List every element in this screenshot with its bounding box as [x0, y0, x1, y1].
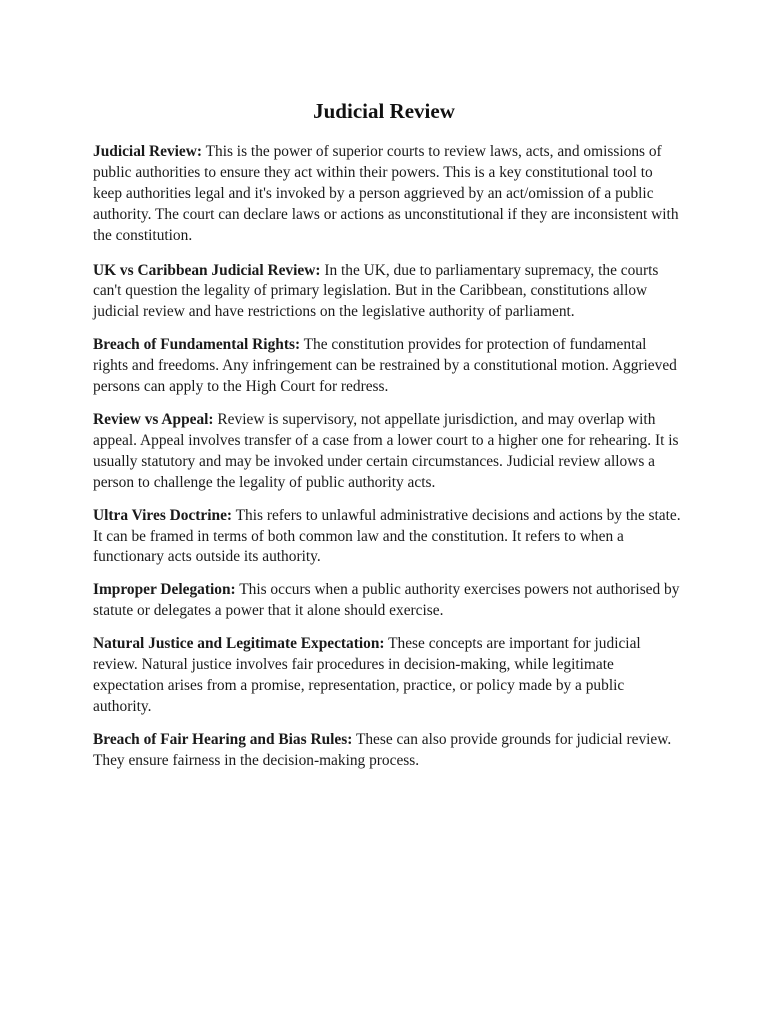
section-judicial-review: [93, 142, 685, 247]
section-text: These concepts are important for judicial review. Natural justice involves fair procedures in decision-making, while legitimate expectation arises from a promise, representation, practice, or policy made by a public authority.: [93, 635, 641, 715]
section-term: Natural Justice and Legitimate Expectation:: [93, 635, 385, 653]
section-term: UK vs Caribbean Judicial Review:: [93, 261, 321, 279]
section-text: These can also provide grounds for judicial review. They ensure fairness in the decision-making process.: [93, 730, 672, 769]
section-improper-delegation: [93, 580, 685, 622]
section-term: Breach of Fundamental Rights:: [93, 336, 301, 354]
section-review-vs-appeal: [93, 410, 685, 494]
section-text: The constitution provides for protection of fundamental rights and freedoms. Any infringement can be restrained by a constitutional motion. Aggrieved persons can apply to the High Court for redress.: [93, 336, 677, 396]
section-fundamental-rights: [93, 335, 685, 398]
section-text: This is the power of superior courts to review laws, acts, and omissions of public authorities to ensure they act within their powers. This is a key constitutional tool to keep authorities legal and it's invoked by a person aggrieved by an act/omission of a public authority. The court can declare laws or actions as unconstitutional if they are inconsistent with the constitution.: [93, 143, 679, 244]
section-term: Judicial Review:: [93, 143, 203, 160]
section-text: Review is supervisory, not appellate jurisdiction, and may overlap with appeal. Appeal involves transfer of a case from a lower court to a higher one for rehearing. It is usually statutory and may be invoked under certain circumstances. Judicial review allows a person to challenge the legality of public authority acts.: [93, 410, 679, 491]
section-term: Ultra Vires Doctrine:: [93, 506, 233, 524]
section-term: Review vs Appeal:: [93, 410, 214, 428]
section-text: In the UK, due to parliamentary supremacy, the courts can't question the legality of primary legislation. But in the Caribbean, constitutions allow judicial review and have restrictions on the legislative authority of parliament.: [93, 261, 659, 321]
section-ultra-vires: [93, 506, 685, 569]
section-text: This occurs when a public authority exercises powers not authorised by statute or delegates a power that it alone should exercise.: [93, 581, 680, 620]
section-uk-vs-caribbean: [93, 261, 685, 324]
page-title: Judicial Review: [313, 99, 455, 123]
section-text: This refers to unlawful administrative decisions and actions by the state. It can be framed in terms of both common law and the constitution. It refers to when a functionary acts outside its authority.: [93, 506, 681, 566]
document-body: [93, 142, 685, 784]
section-term: Improper Delegation:: [93, 581, 236, 599]
section-fair-hearing: [93, 730, 685, 772]
section-term: Breach of Fair Hearing and Bias Rules:: [93, 730, 353, 748]
section-natural-justice: [93, 634, 685, 718]
